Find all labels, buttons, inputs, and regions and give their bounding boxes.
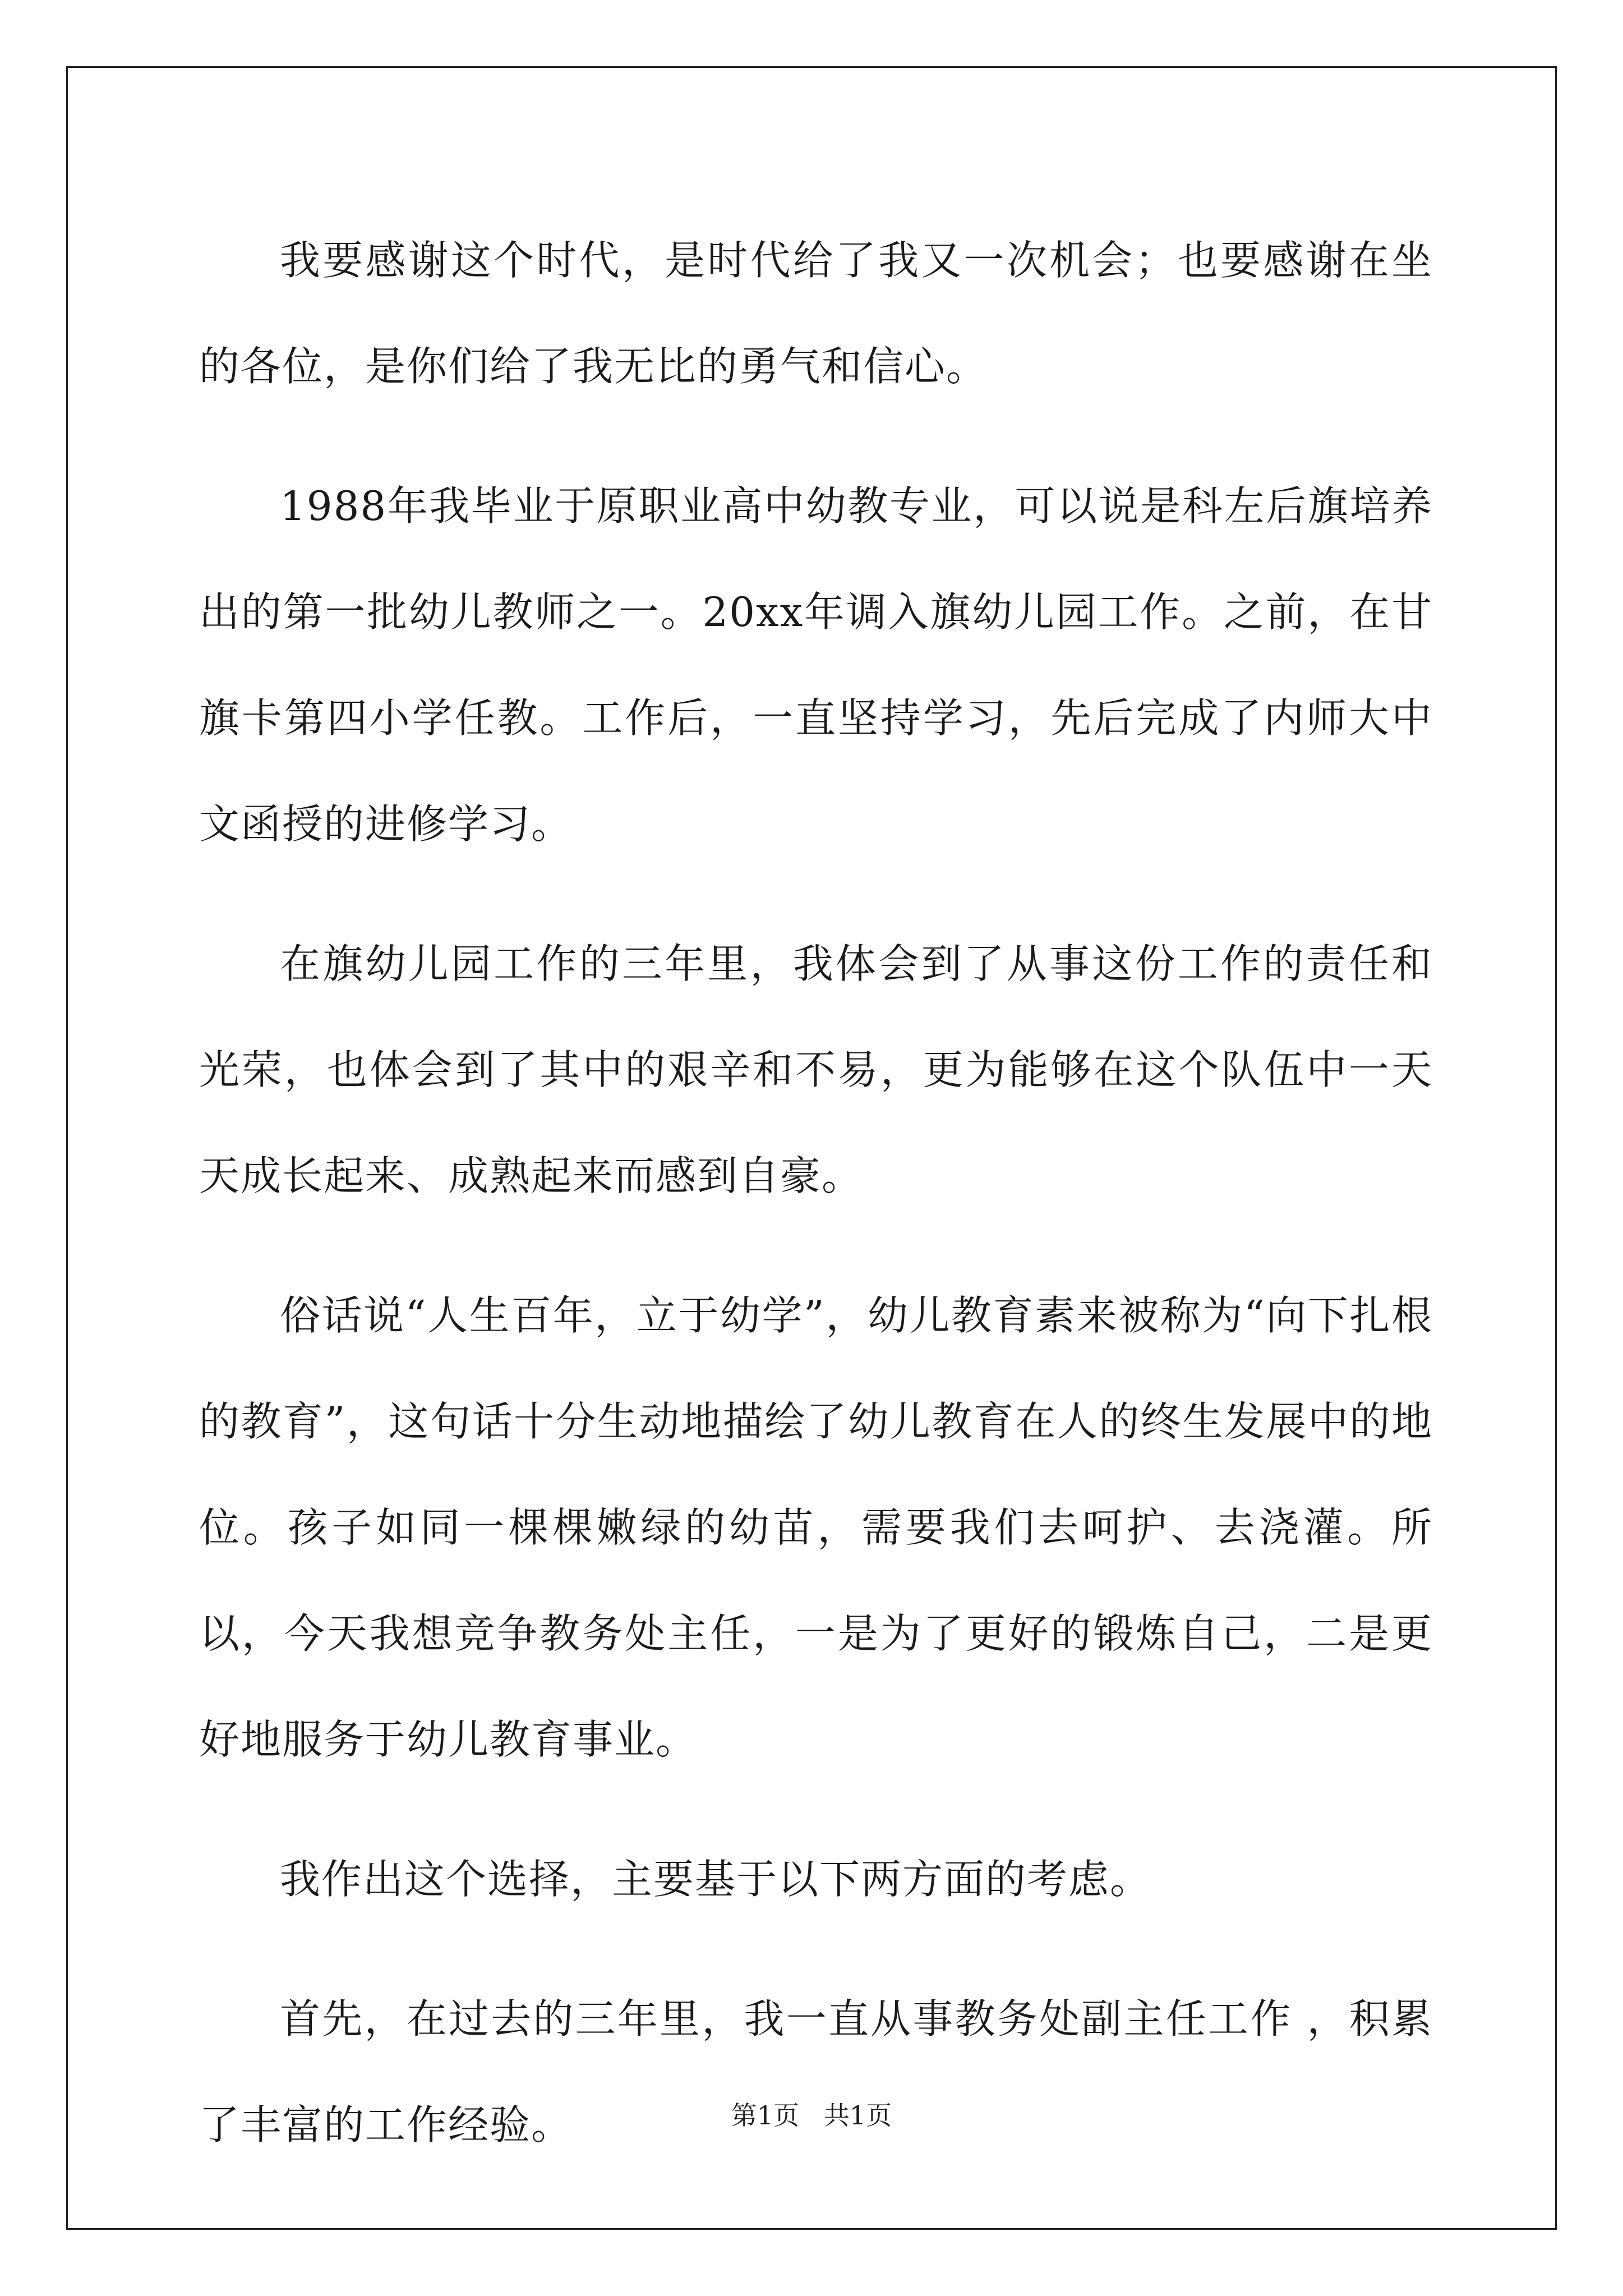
paragraph-6: 首先，在过去的三年里，我一直从事教务处副主任工作 ，积累了丰富的工作经验。	[199, 1995, 1433, 2148]
document-body	[199, 208, 1433, 2212]
paragraph-2: 1988年我毕业于原职业高中幼教专业，可以说是科左后旗培养出的第一批幼儿教师之一。20xx年调入旗幼儿园工作。之前，在甘旗卡第四小学任教。工作后，一直坚持学习，先后完成了内师大中文函授的进修学习。	[199, 482, 1433, 848]
paragraph-4: 俗话说“人生百年，立于幼学”，幼儿教育素来被称为“向下扎根的教育”，这句话十分生动地描绘了幼儿教育在人的终生发展中的地位。孩子如同一棵棵嫩绿的幼苗，需要我们去呵护、去浇灌。所以，今天我想竞争教务处主任，一是为了更好的锻炼自己，二是更好地服务于幼儿教育事业。	[199, 1292, 1433, 1763]
paragraph-3: 在旗幼儿园工作的三年里，我体会到了从事这份工作的责任和光荣，也体会到了其中的艰辛和不易，更为能够在这个队伍中一天天成长起来、成熟起来而感到自豪。	[199, 940, 1433, 1199]
paragraph-1: 我要感谢这个时代，是时代给了我又一次机会；也要感谢在坐的各位，是你们给了我无比的勇气和信心。	[199, 237, 1433, 390]
paragraph-5: 我作出这个选择，主要基于以下两方面的考虑。	[280, 1856, 1152, 1903]
page-footer: 第1页 共1页	[731, 2100, 892, 2131]
